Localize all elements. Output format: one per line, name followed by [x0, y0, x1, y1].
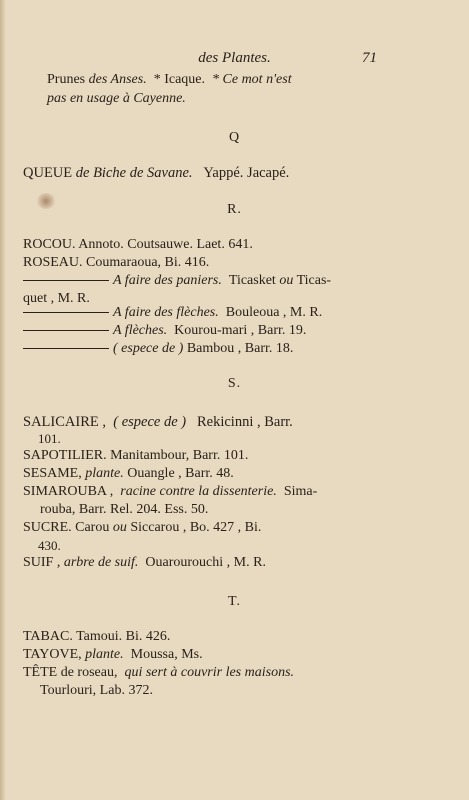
entry-simarouba: SIMAROUBA , racine contre la dissenterie. Sima-	[23, 484, 318, 499]
entry-roseau-fleches: A faire des flèches. Bouleoua , M. R.	[23, 305, 322, 321]
running-title: des Plantes.	[198, 50, 271, 66]
page-number: 71	[362, 50, 377, 66]
entry-salicaire-cont: 101.	[38, 431, 61, 446]
entry-roseau: ROSEAU. Coumaraoua, Bi. 416.	[23, 255, 210, 270]
entry-sucre-cont: 430.	[38, 538, 61, 553]
entry-rocou: ROCOU. Annoto. Coutsauwe. Laet. 641.	[23, 237, 253, 252]
entry-roseau-a-fleches: A flèches. Kourou-mari , Barr. 19.	[23, 323, 306, 339]
dash-rule	[23, 312, 109, 313]
entry-tete: TÊTE de roseau, qui sert à couvrir les maisons.	[23, 665, 295, 680]
entry-tayove: TAYOVE, plante. Moussa, Ms.	[23, 647, 203, 662]
dash-rule	[23, 280, 109, 281]
entry-prunes: Prunes des Anses. * Icaque. * Ce mot n'est	[47, 72, 292, 87]
entry-salicaire: SALICAIRE , ( espece de ) Rekicinni , Barr.	[23, 414, 293, 430]
entry-sucre: SUCRE. Carou ou Siccarou , Bo. 427 , Bi.	[23, 520, 262, 535]
entry-sapotilier: SAPOTILIER. Manitambour, Barr. 101.	[23, 448, 249, 463]
section-heading-q: Q	[228, 130, 241, 145]
entry-tabac: TABAC. Tamoui. Bi. 426.	[23, 629, 171, 644]
entry-roseau-paniers-cont: quet , M. R.	[23, 291, 90, 306]
dash-rule	[23, 348, 109, 349]
entry-tete-cont: Tourlouri, Lab. 372.	[40, 683, 153, 698]
entry-roseau-bambou: ( espece de ) Bambou , Barr. 18.	[23, 341, 293, 357]
entry-suif: SUIF , arbre de suif. Ouarourouchi , M. R.	[23, 555, 266, 570]
page-edge-shadow	[0, 0, 6, 800]
section-heading-r: R.	[227, 202, 242, 217]
dash-rule	[23, 330, 109, 331]
entry-simarouba-cont: rouba, Barr. Rel. 204. Ess. 50.	[40, 502, 209, 517]
entry-queue: QUEUE de Biche de Savane. Yappé. Jacapé.	[23, 165, 290, 181]
entry-prunes-cont: pas en usage à Cayenne.	[47, 91, 186, 106]
section-heading-t: T.	[227, 594, 241, 609]
entry-sesame: SESAME, plante. Ouangle , Barr. 48.	[23, 466, 234, 481]
section-heading-s: S.	[227, 376, 242, 391]
entry-roseau-paniers: A faire des paniers. Ticasket ou Ticas-	[23, 273, 331, 289]
